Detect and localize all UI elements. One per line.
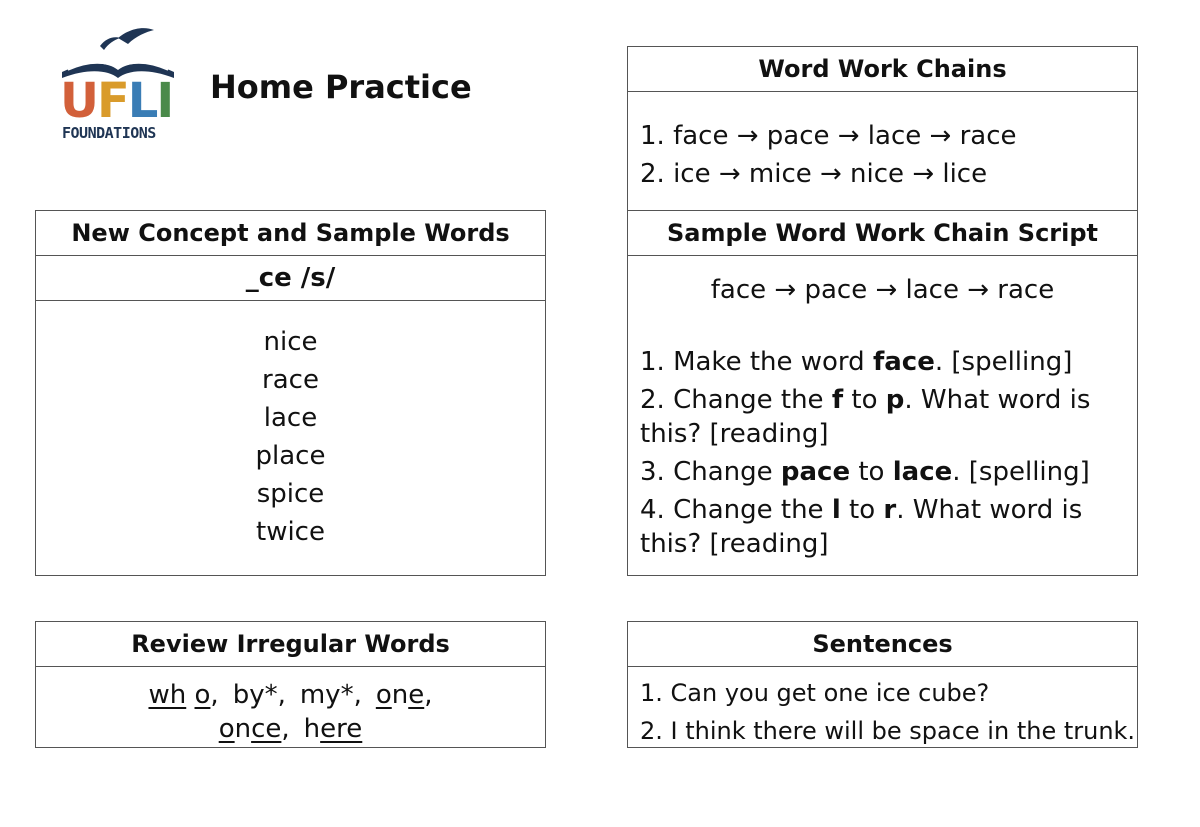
underlined-grapheme: ere (320, 714, 363, 744)
sample-word: nice (263, 327, 318, 357)
irregular-word (304, 714, 363, 744)
script-heading: Sample Word Work Chain Script (628, 211, 1137, 256)
grapheme: my (299, 680, 341, 710)
script-step: 3. Change pace to lace. [spelling] (640, 457, 1090, 487)
sample-word: place (255, 441, 326, 471)
sentence: 1. Can you get one ice cube? (640, 679, 990, 707)
logo-subtitle: FOUNDATIONS (62, 124, 156, 142)
concept-heading: New Concept and Sample Words (36, 211, 545, 256)
sample-word: lace (263, 403, 318, 433)
sample-word: race (262, 365, 319, 395)
grapheme: , (210, 680, 219, 710)
underlined-grapheme: o (218, 714, 235, 744)
underlined-grapheme: o (194, 680, 211, 710)
irregular-line (36, 712, 545, 746)
sentences-heading: Sentences (628, 622, 1137, 667)
irregular-panel (35, 621, 546, 748)
grapheme: n (234, 714, 252, 744)
logo-letter-f: F (96, 73, 128, 129)
irregular-words (36, 678, 545, 746)
sample-word: twice (256, 517, 325, 547)
irregular-word (148, 680, 218, 710)
chain-item: 1. face → pace → lace → race (640, 121, 1017, 151)
grapheme: , (424, 680, 433, 710)
underlined-grapheme: wh (148, 680, 187, 710)
grapheme: by (232, 680, 265, 710)
chains-panel (627, 46, 1138, 211)
script-chain: face → pace → lace → race (710, 275, 1055, 305)
irregular-word (376, 680, 433, 710)
sentences-panel (627, 621, 1138, 748)
underlined-grapheme: o (375, 680, 392, 710)
logo-letter-i: I (156, 73, 173, 129)
script-panel (627, 210, 1138, 576)
grapheme: , (281, 714, 290, 744)
page-title: Home Practice (210, 68, 472, 106)
chain-item: 2. ice → mice → nice → lice (640, 159, 988, 189)
chains-heading: Word Work Chains (628, 47, 1137, 92)
grapheme: n (391, 680, 409, 710)
irregular-word (219, 714, 290, 744)
irregular-word (300, 680, 362, 710)
script-step: 1. Make the word face. [spelling] (640, 347, 1073, 377)
concept-panel (35, 210, 546, 576)
sample-word-list (36, 323, 545, 551)
sentence: 2. I think there will be space in the trunk. (640, 717, 1136, 745)
grapheme (186, 680, 194, 710)
script-steps (640, 345, 1117, 561)
irregular-word (233, 680, 286, 710)
script-step: 4. Change the l to r. What word is this? [reading] (640, 495, 1083, 559)
grapheme: h (303, 714, 321, 744)
ufli-logo (58, 20, 178, 145)
concept-pattern: _ce /s/ (36, 256, 545, 301)
logo-letter-l: L (127, 73, 157, 129)
open-book-with-birds-icon (58, 20, 178, 80)
logo-letter-u: U (60, 73, 97, 129)
underlined-grapheme: ce (251, 714, 282, 744)
irregular-heading: Review Irregular Words (36, 622, 545, 667)
irregular-line (36, 678, 545, 712)
sample-word: spice (256, 479, 325, 509)
grapheme: *, (340, 680, 362, 710)
script-step: 2. Change the f to p. What word is this? [reading] (640, 385, 1091, 449)
underlined-grapheme: e (408, 680, 425, 710)
grapheme: *, (264, 680, 286, 710)
